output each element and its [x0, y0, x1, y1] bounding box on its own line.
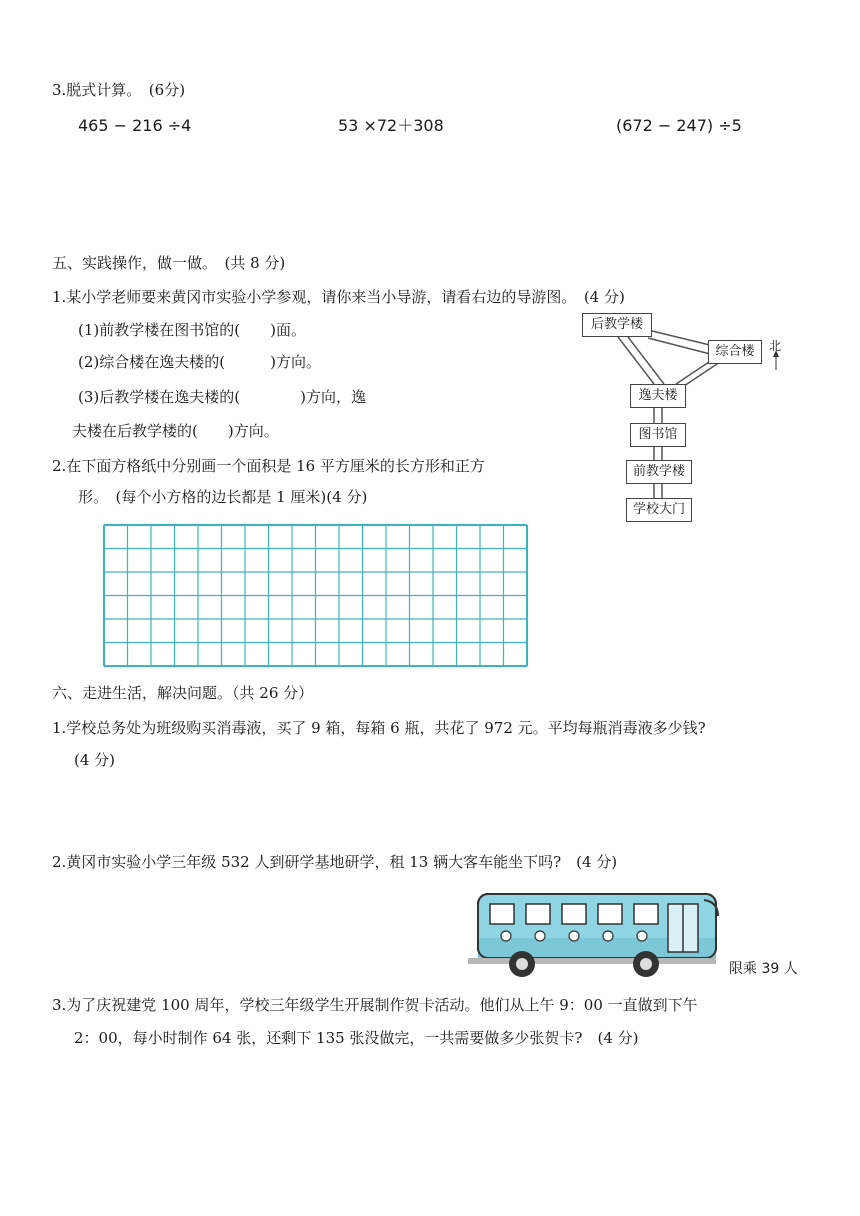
question-5-1-sub3b: 夫楼在后教学楼的( )方向。 — [72, 422, 279, 440]
expression-3: (672 − 247) ÷5 — [616, 116, 742, 135]
bus-capacity-label: 限乘 39 人 — [729, 961, 798, 977]
question-6-3-line1: 3.为了庆祝建党 100 周年，学校三年级学生开展制作贺卡活动。他们从上午 9：00 一直做到下午 — [52, 996, 698, 1014]
map-building-rear-teaching: 后教学楼 — [582, 313, 652, 337]
square-grid-paper[interactable] — [103, 524, 529, 669]
map-school-gate: 学校大门 — [626, 498, 692, 522]
calc-question-title: 3.脱式计算。 (6分) — [52, 81, 186, 99]
question-5-1-sub2: (2)综合楼在逸夫楼的( )方向。 — [78, 353, 321, 371]
section-five-header: 五、实践操作，做一做。 (共 8 分) — [52, 254, 286, 272]
map-building-complex: 综合楼 — [708, 340, 762, 364]
question-5-1-sub1: (1)前教学楼在图书馆的( )面。 — [78, 321, 306, 339]
question-5-2-line2: 形。 (每个小方格的边长都是 1 厘米)(4 分) — [78, 488, 368, 506]
map-building-library: 图书馆 — [630, 423, 686, 447]
north-label: 北 — [769, 339, 782, 353]
question-6-2: 2.黄冈市实验小学三年级 532 人到研学基地研学，租 13 辆大客车能坐下吗? (4 分) — [52, 853, 618, 871]
expression-1: 465 − 216 ÷4 — [78, 116, 192, 135]
question-6-3-line2: 2：00，每小时制作 64 张，还剩下 135 张没做完，一共需要做多少张贺卡? (4 分) — [74, 1029, 639, 1047]
section-six-header: 六、走进生活，解决问题。（共 26 分） — [52, 684, 314, 702]
question-5-1: 1.某小学老师要来黄冈市实验小学参观，请你来当小导游，请看右边的导游图。 (4 分) — [52, 288, 625, 306]
question-5-1-sub3a: (3)后教学楼在逸夫楼的( )方向，逸 — [78, 388, 366, 406]
map-building-yifu: 逸夫楼 — [630, 384, 686, 408]
question-6-1-line2: (4 分) — [74, 751, 116, 769]
map-building-front-teaching: 前教学楼 — [626, 460, 692, 484]
bus-illustration — [468, 890, 728, 982]
expression-2: 53 ×72＋308 — [338, 116, 444, 135]
question-6-1-line1: 1.学校总务处为班级购买消毒液，买了 9 箱，每箱 6 瓶，共花了 972 元。平均每瓶消毒液多少钱? — [52, 719, 706, 737]
question-5-2-line1: 2.在下面方格纸中分别画一个面积是 16 平方厘米的长方形和正方 — [52, 457, 485, 475]
